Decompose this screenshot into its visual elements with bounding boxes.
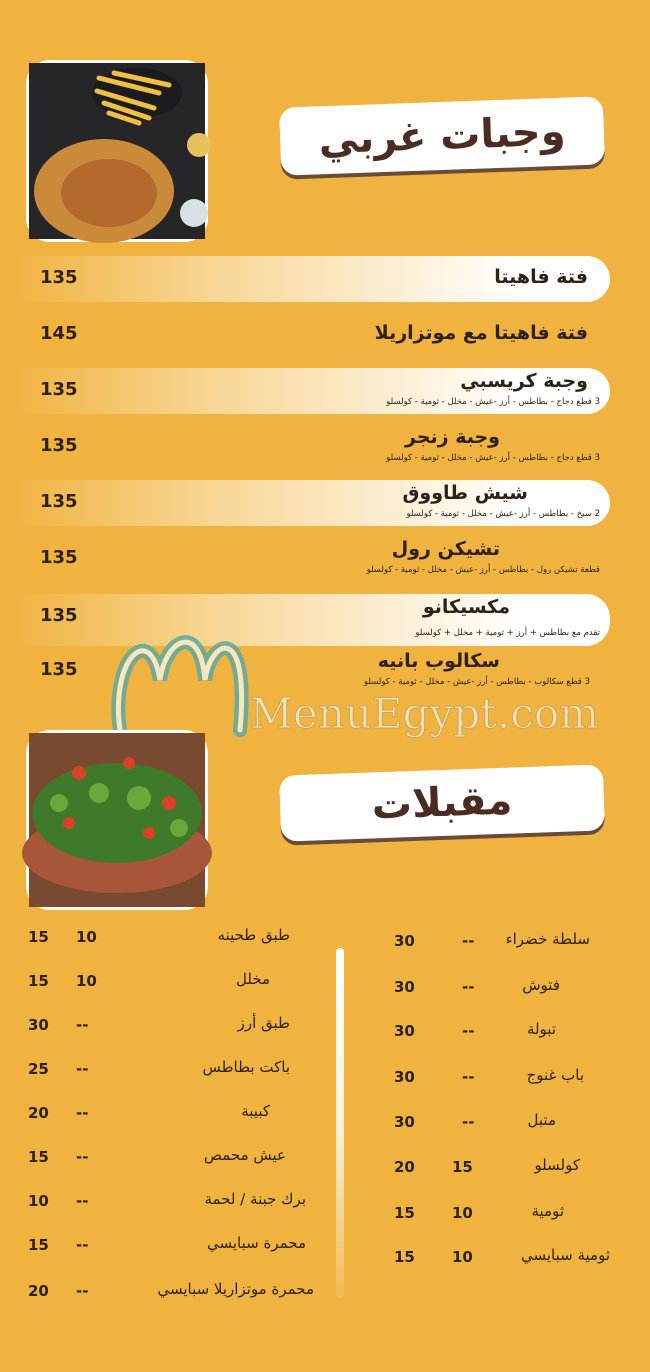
appetizer-item <box>20 968 320 998</box>
menu-item <box>10 648 610 694</box>
item-price-small: 10 <box>76 972 97 990</box>
item-name: مكسيكانو <box>422 596 510 618</box>
item-price-small: -- <box>462 1068 475 1086</box>
appetizer-item <box>380 1154 610 1184</box>
item-price-small: -- <box>76 1104 89 1122</box>
item-price-large: 30 <box>394 1113 415 1131</box>
item-name: وجبة زنجر <box>405 426 500 448</box>
item-description: 2 سيخ - بطاطس - أرز -عيش - مخلل - ثومية - كولسلو <box>406 509 600 519</box>
appetizer-item <box>380 1200 610 1230</box>
item-name: وجبة كريسبي <box>460 370 588 392</box>
item-price-small: 10 <box>452 1248 473 1266</box>
menu-item <box>10 424 610 470</box>
item-name: فتوش <box>522 976 560 994</box>
appetizer-item <box>380 1244 610 1274</box>
item-price-large: 20 <box>28 1104 49 1122</box>
appetizer-item <box>380 928 610 958</box>
item-price: 135 <box>40 435 78 456</box>
item-price-small: -- <box>462 1022 475 1040</box>
menu-item <box>10 480 610 526</box>
item-price-large: 15 <box>28 1236 49 1254</box>
item-price: 135 <box>40 379 78 400</box>
item-price-large: 10 <box>28 1192 49 1210</box>
item-price: 135 <box>40 547 78 568</box>
item-price-large: 30 <box>394 1022 415 1040</box>
item-name: طبق أرز <box>237 1014 290 1032</box>
item-name: تبولة <box>526 1020 556 1038</box>
item-price-large: 15 <box>28 928 49 946</box>
item-name: محمرة موتزاريلا سبايسي <box>157 1280 314 1298</box>
item-price-large: 30 <box>394 978 415 996</box>
item-name: عيش محمص <box>203 1146 286 1164</box>
item-price-small: 10 <box>452 1204 473 1222</box>
item-price-small: -- <box>76 1282 89 1300</box>
appetizer-item <box>20 1188 320 1218</box>
menu-item <box>10 594 610 646</box>
appetizer-item <box>20 1100 320 1130</box>
appetizer-item <box>20 1144 320 1174</box>
section-title-appetizers: مقبلات <box>279 764 605 841</box>
fried-chicken-meal-photo <box>26 60 208 242</box>
item-name: تشيكن رول <box>391 538 500 560</box>
item-price: 135 <box>40 267 78 288</box>
item-name: فتة فاهيتا مع موتزاريلا <box>374 322 588 344</box>
section-title-western-meals: وجبات غربي <box>279 96 605 175</box>
item-price-large: 25 <box>28 1060 49 1078</box>
item-price-small: -- <box>462 932 475 950</box>
item-name: برك جبنة / لحمة <box>204 1190 306 1208</box>
item-price-large: 30 <box>28 1016 49 1034</box>
item-price: 135 <box>40 659 78 680</box>
item-description: 3 قطع سكالوب - بطاطس - أرز -عيش - مخلل - ثومية - كولسلو <box>363 677 590 687</box>
appetizer-item <box>20 1012 320 1042</box>
item-name: سكالوب بانيه <box>377 650 500 672</box>
appetizer-item <box>20 1278 320 1308</box>
appetizer-item <box>20 1056 320 1086</box>
item-description: قطعة تشيكن رول - بطاطس - أرز -عيش - مخلل - ثومية - كولسلو <box>366 565 600 575</box>
item-name: ثومية سبايسي <box>520 1246 610 1264</box>
item-name: شيش طاووق <box>402 482 528 504</box>
appetizer-item <box>380 1018 610 1048</box>
item-price-large: 30 <box>394 932 415 950</box>
appetizer-item <box>380 1109 610 1139</box>
tabbouleh-salad-photo <box>26 730 208 910</box>
appetizer-item <box>20 924 320 954</box>
item-name: ثومية <box>531 1202 564 1220</box>
item-price-small: -- <box>462 978 475 996</box>
item-price-large: 15 <box>394 1204 415 1222</box>
item-name: سلطة خضراء <box>505 930 590 948</box>
item-price-small: -- <box>76 1060 89 1078</box>
column-divider <box>336 948 344 1298</box>
item-name: مخلل <box>235 970 270 988</box>
menu-item <box>10 312 610 358</box>
item-name: متبل <box>527 1111 556 1129</box>
svg-text:MenuEgypt.com: MenuEgypt.com <box>250 689 599 738</box>
item-price: 145 <box>40 323 78 344</box>
item-price-large: 20 <box>28 1282 49 1300</box>
item-name: كولسلو <box>534 1156 580 1174</box>
item-price: 135 <box>40 605 78 626</box>
item-price-large: 15 <box>28 1148 49 1166</box>
item-price-small: 15 <box>452 1158 473 1176</box>
item-price-small: -- <box>76 1236 89 1254</box>
item-name: فتة فاهيتا <box>494 266 588 288</box>
item-price-large: 15 <box>394 1248 415 1266</box>
menu-item <box>10 536 610 582</box>
item-price-small: 10 <box>76 928 97 946</box>
item-price-small: -- <box>76 1148 89 1166</box>
item-name: طبق طحينه <box>217 926 290 944</box>
item-price-large: 30 <box>394 1068 415 1086</box>
appetizer-item <box>20 1232 320 1262</box>
item-description: تقدم مع بطاطس + أرز + ثومية + مخلل + كولسلو <box>415 628 600 638</box>
appetizer-item <box>380 974 610 1004</box>
item-price-small: -- <box>76 1016 89 1034</box>
item-name: باب غنوج <box>526 1066 584 1084</box>
item-price-large: 20 <box>394 1158 415 1176</box>
item-price: 135 <box>40 491 78 512</box>
item-price-small: -- <box>462 1113 475 1131</box>
item-name: باكت بطاطس <box>202 1058 290 1076</box>
item-name: محمرة سبايسي <box>206 1234 306 1252</box>
item-description: 3 قطع دجاج - بطاطس - أرز -عيش - مخلل - ثومية - كولسلو <box>386 397 600 407</box>
item-description: 3 قطع دجاج - بطاطس - أرز -عيش - مخلل - ثومية - كولسلو <box>386 453 600 463</box>
item-price-large: 15 <box>28 972 49 990</box>
menu-item <box>10 368 610 414</box>
menu-item <box>10 256 610 302</box>
appetizer-item <box>380 1064 610 1094</box>
item-price-small: -- <box>76 1192 89 1210</box>
item-name: كبيبة <box>241 1102 270 1120</box>
